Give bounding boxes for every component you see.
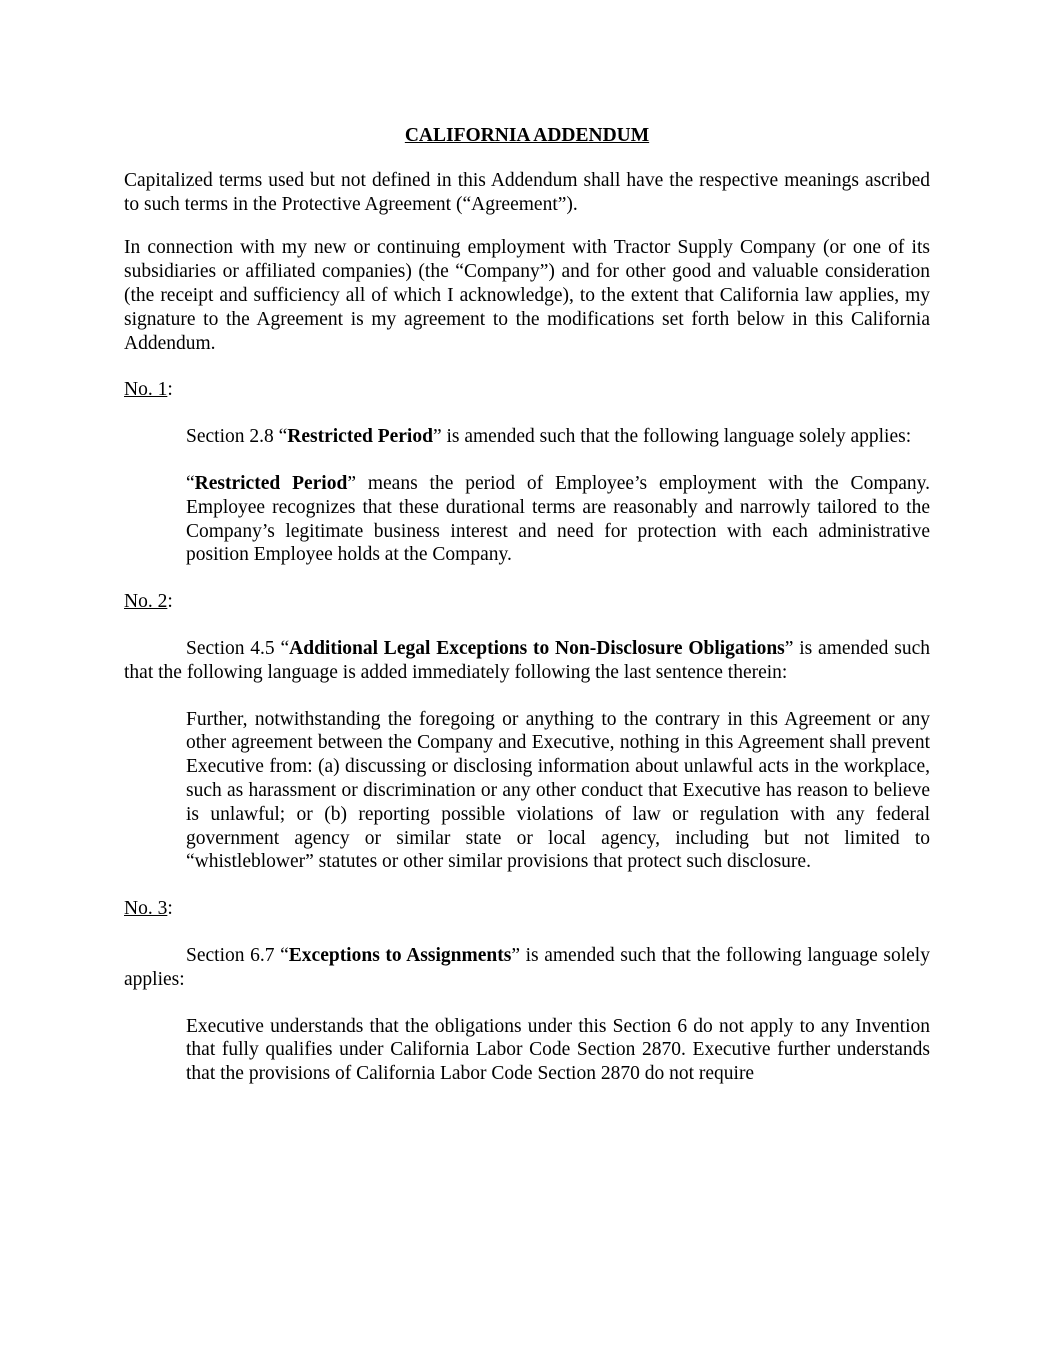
amendment-2-heading: No. 2: [124,591,173,613]
document-page [124,124,930,1086]
intro-prefix: Section 4.5 “ [186,637,290,659]
body-prefix: “ [186,472,195,494]
intro-prefix: Section 6.7 “ [186,944,289,966]
section-term: Restricted Period [287,426,433,448]
intro-prefix: Section 2.8 “ [186,426,288,448]
amendment-label: No. 1 [124,379,168,401]
intro-suffix: ” is amended such that the following language solely applies: [124,944,930,990]
amendment-label: No. 2 [124,591,168,613]
section-term: Exceptions to Assignments [288,944,512,966]
defined-term: Restricted Period [194,472,348,494]
amendment-3-heading: No. 3: [124,898,173,920]
amendment-1-heading: No. 1: [124,379,173,401]
consent-paragraph: In connection with my new or continuing employment with Tractor Supply Company (or one of its subsidiaries or affiliated companies) (the “Company”) and for other good and valuable consideration (the receipt and sufficiency all of which I acknowledge), to the extent that California law applies, my signature to the Agreement is my agreement to the modifications set forth below in this California Addendum. [124,237,930,354]
intro-suffix: ” is amended such that the following language solely applies: [432,426,912,448]
amendment-3-body: Executive understands that the obligations under this Section 6 do not apply to any Invention that fully qualifies under California Labor Code Section 2870. Executive further understands that the provisions of California Labor Code Section 2870 do not require [186,1015,930,1085]
amendment-1-intro [124,425,930,449]
section-term: Additional Legal Exceptions to Non-Disclosure Obligations [289,637,785,659]
amendment-2-body: Further, notwithstanding the foregoing or anything to the contrary in this Agreement or any other agreement between the Company and Executive, nothing in this Agreement shall prevent Executive from: (a) discussing or disclosing information about unlawful acts in the workplace, such as harassment or discrimination or any other conduct that Executive has reason to believe is unlawful; or (b) reporting possible violations of law or regulation with any federal government agency or similar state or local agency, including but not limited to “whistleblower” statutes or other similar provisions that protect such disclosure. [186,708,930,873]
intro-suffix: ” is amended such that the following language is added immediately following the last sentence therein: [124,637,930,683]
amendment-1-body [186,472,930,567]
intro-paragraph: Capitalized terms used but not defined in this Addendum shall have the respective meanings ascribed to such terms in the Protective Agreement (“Agreement”). [124,169,930,215]
amendment-3-intro [124,944,930,992]
amendment-label: No. 3 [124,898,168,920]
amendment-2-intro [124,637,930,685]
body-text: ” means the period of Employee’s employment with the Company. Employee recognizes that these durational terms are reasonably and narrowly tailored to the Company’s legitimate business interest and need for protection with each administrative position Employee holds at the Company. [186,472,931,566]
page-title: CALIFORNIA ADDENDUM [404,125,650,146]
